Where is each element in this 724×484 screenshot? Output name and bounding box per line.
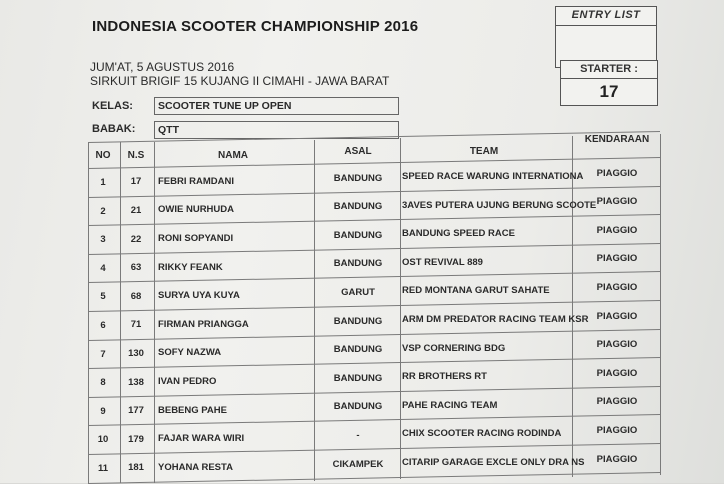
cell-kendaraan: PIAGGIO (596, 396, 638, 408)
starter-value: 17 (599, 82, 619, 101)
column-divider (660, 134, 661, 475)
cell-ns: 138 (128, 376, 144, 388)
cell-team: CHIX SCOOTER RACING RODINDA (402, 428, 562, 440)
cell-nama: BEBENG PAHE (158, 404, 227, 416)
cell-team: RR BROTHERS RT (402, 371, 487, 383)
entry-list-label: ENTRY LIST (556, 9, 656, 26)
column-header-nama: NAMA (218, 150, 248, 161)
cell-no: 8 (100, 377, 106, 389)
cell-no: 7 (100, 348, 106, 360)
cell-team: BANDUNG SPEED RACE (402, 228, 515, 240)
cell-ns: 17 (130, 176, 142, 188)
cell-nama: OWIE NURHUDA (158, 204, 234, 216)
cell-ns: 130 (128, 347, 144, 359)
event-date: JUM'AT, 5 AGUSTUS 2016 (90, 60, 235, 74)
cell-kendaraan: PIAGGIO (596, 425, 638, 437)
cell-nama: FIRMAN PRIANGGA (158, 318, 249, 330)
cell-team: PAHE RACING TEAM (402, 399, 498, 411)
cell-kendaraan: PIAGGIO (596, 453, 638, 465)
cell-nama: RIKKY FEANK (158, 261, 223, 273)
cell-nama: YOHANA RESTA (158, 461, 233, 473)
cell-nama: IVAN PEDRO (158, 375, 217, 387)
column-header-asal: ASAL (344, 146, 372, 157)
cell-team: ARM DM PREDATOR RACING TEAM KSR (402, 314, 589, 325)
cell-no: 6 (100, 320, 106, 331)
kelas-label: KELAS: (92, 100, 133, 112)
cell-ns: 179 (128, 433, 144, 445)
column-header-kendaraan: KENDARAAN (584, 134, 650, 145)
cell-kendaraan: PIAGGIO (596, 196, 638, 208)
cell-team: CITARIP GARAGE EXCLE ONLY DRA NS (402, 457, 585, 468)
cell-nama: FAJAR WARA WIRI (158, 433, 245, 445)
cell-team: VSP CORNERING BDG (402, 342, 506, 354)
cell-asal: BANDUNG (333, 344, 383, 356)
cell-ns: 71 (130, 319, 142, 331)
column-header-team: TEAM (469, 146, 499, 157)
kelas-value: SCOOTER TUNE UP OPEN (154, 97, 399, 115)
cell-asal: GARUT (341, 287, 375, 299)
cell-team: OST REVIVAL 889 (402, 256, 483, 268)
cell-team: RED MONTANA GARUT SAHATE (402, 285, 550, 297)
column-divider (88, 142, 89, 483)
entry-table (88, 134, 660, 483)
cell-asal: BANDUNG (333, 401, 383, 413)
row-divider (88, 472, 660, 484)
cell-no: 2 (100, 205, 106, 217)
event-venue: SIRKUIT BRIGIF 15 KUJANG II CIMAHI - JAWA BARAT (90, 74, 390, 88)
cell-no: 5 (100, 291, 106, 303)
column-divider (400, 138, 401, 479)
cell-ns: 22 (130, 233, 142, 245)
cell-asal: BANDUNG (333, 229, 383, 241)
cell-ns: 21 (130, 204, 142, 216)
starter-box (560, 60, 658, 106)
cell-nama: SOFY NAZWA (158, 347, 222, 359)
starter-label: STARTER : (561, 61, 657, 79)
cell-asal: CIKAMPEK (332, 458, 384, 470)
column-header-no: NO (95, 150, 111, 161)
cell-nama: SURYA UYA KUYA (158, 290, 240, 302)
cell-nama: RONI SOPYANDI (158, 232, 234, 244)
cell-kendaraan: PIAGGIO (596, 167, 638, 179)
column-divider (120, 142, 121, 483)
cell-kendaraan: PIAGGIO (596, 253, 638, 265)
entry-list-box (555, 6, 657, 68)
babak-value: QTT (154, 121, 399, 139)
cell-team: SPEED RACE WARUNG INTERNATIONA (402, 171, 584, 182)
cell-no: 9 (100, 405, 106, 417)
cell-kendaraan: PIAGGIO (596, 224, 638, 236)
cell-no: 11 (97, 463, 109, 474)
cell-no: 1 (100, 177, 106, 188)
cell-kendaraan: PIAGGIO (596, 339, 638, 351)
cell-ns: 181 (128, 462, 144, 474)
cell-ns: 63 (130, 262, 142, 274)
cell-asal: BANDUNG (333, 201, 383, 213)
cell-asal: BANDUNG (333, 258, 383, 270)
cell-ns: 68 (130, 290, 142, 302)
cell-kendaraan: PIAGGIO (596, 310, 638, 322)
cell-asal: - (356, 430, 360, 442)
cell-no: 10 (97, 434, 109, 446)
cell-ns: 177 (128, 405, 144, 417)
cell-nama: FEBRI RAMDANI (158, 175, 234, 187)
cell-kendaraan: PIAGGIO (596, 367, 638, 379)
cell-asal: BANDUNG (333, 172, 383, 184)
document-title: INDONESIA SCOOTER CHAMPIONSHIP 2016 (92, 18, 419, 35)
cell-team: 3AVES PUTERA UJUNG BERUNG SCOOTE (402, 199, 597, 211)
cell-no: 4 (100, 262, 106, 274)
cell-no: 3 (100, 234, 106, 246)
column-header-ns: N.S (127, 150, 145, 161)
cell-asal: BANDUNG (333, 315, 383, 327)
babak-label: BABAK: (92, 123, 136, 135)
cell-kendaraan: PIAGGIO (596, 282, 638, 294)
cell-asal: BANDUNG (333, 372, 383, 384)
column-divider (154, 142, 155, 483)
